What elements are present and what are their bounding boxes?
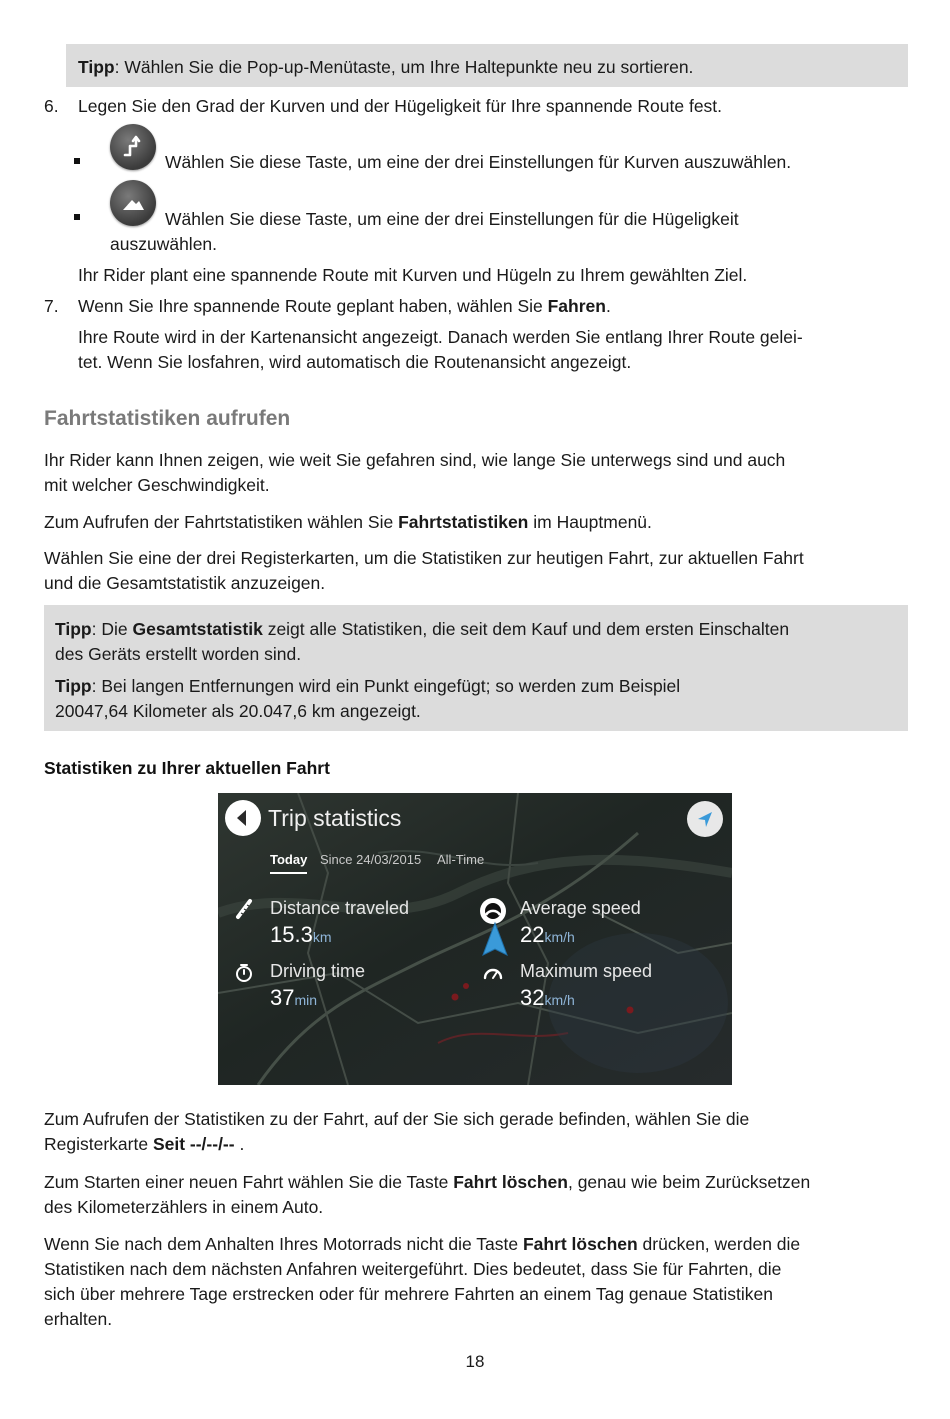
speedometer-icon xyxy=(482,964,504,982)
tip-2-line2: 20047,64 Kilometer als 20.047,6 km angezeigt. xyxy=(55,701,421,721)
ruler-icon xyxy=(234,897,254,921)
back-arrow-icon xyxy=(225,800,261,836)
section-p2: Zum Aufrufen der Fahrtstatistiken wählen Sie Fahrtstatistiken im Hauptmenü. xyxy=(44,512,652,532)
screen-title: Trip statistics xyxy=(268,805,402,831)
step-7-result-1: Ihre Route wird in der Kartenansicht angezeigt. Danach werden Sie entlang Ihrer Route gelei- xyxy=(78,327,803,347)
tip-2-line1: Tipp: Bei langen Entfernungen wird ein Punkt eingefügt; so werden zum Beispiel xyxy=(55,676,681,696)
maximum-speed-label: Maximum speed xyxy=(520,961,653,981)
curves-icon xyxy=(110,124,156,170)
after-p1-line1: Zum Aufrufen der Statistiken zu der Fahrt, auf der Sie sich gerade befinden, wählen Sie die xyxy=(44,1109,750,1129)
section-p1-line1: Ihr Rider kann Ihnen zeigen, wie weit Sie gefahren sind, wie lange Sie unterwegs sind und auch xyxy=(44,450,786,470)
maximum-speed-value: 32 xyxy=(520,985,545,1010)
hills-icon xyxy=(110,180,156,226)
after-p2-line2: des Kilometerzählers in einem Auto. xyxy=(44,1197,324,1217)
tip-1-line2: des Geräts erstellt worden sind. xyxy=(55,644,302,664)
section-p1-line2: mit welcher Geschwindigkeit. xyxy=(44,475,270,495)
average-speed-value: 22 xyxy=(520,922,545,947)
step-6-result: Ihr Rider plant eine spannende Route mit Kurven und Hügeln zu Ihrem gewählten Ziel. xyxy=(78,265,748,285)
tip-label: Tipp xyxy=(78,57,115,77)
bullet-2-text: Wählen Sie diese Taste, um eine der drei Einstellungen für die Hügeligkeit xyxy=(165,209,739,229)
tab-all-time[interactable]: All-Time xyxy=(437,852,485,867)
distance-unit: km xyxy=(312,929,332,945)
trip-statistics-screenshot xyxy=(218,793,732,1085)
location-arrow-icon xyxy=(687,801,723,837)
driving-time-label: Driving time xyxy=(270,961,366,981)
after-p3-line2: Statistiken nach dem nächsten Anfahren weitergeführt. Dies bedeutet, dass Sie für Fahrten, die xyxy=(44,1259,782,1279)
after-p1-line2: Registerkarte Seit --/--/-- . xyxy=(44,1134,245,1154)
maximum-speed-unit: km/h xyxy=(544,992,575,1008)
tab-since[interactable]: Since 24/03/2015 xyxy=(320,852,422,867)
section-p3-line2: und die Gesamtstatistik anzuzeigen. xyxy=(44,573,326,593)
section-heading: Fahrtstatistiken aufrufen xyxy=(44,407,291,430)
after-p3-line4: erhalten. xyxy=(44,1309,113,1329)
subheading: Statistiken zu Ihrer aktuellen Fahrt xyxy=(44,758,330,778)
bullet-2-text-cont: auszuwählen. xyxy=(110,234,218,254)
distance-value: 15.3 xyxy=(270,922,313,947)
position-arrow-icon xyxy=(473,893,517,963)
average-speed-value-group xyxy=(520,922,575,950)
after-p3-line3: sich über mehrere Tage erstrecken oder für mehrere Fahrten an einem Tag genaue Statistiken xyxy=(44,1284,773,1304)
step-7-number: 7. xyxy=(44,296,59,316)
drive-term: Fahren xyxy=(547,296,606,316)
stopwatch-icon xyxy=(234,962,254,984)
average-speed-label: Average speed xyxy=(520,898,641,918)
step-7-result-2: tet. Wenn Sie losfahren, wird automatisch die Routenansicht angezeigt. xyxy=(78,352,632,372)
bullet-marker xyxy=(74,214,80,220)
step-6-number: 6. xyxy=(44,96,59,116)
after-p3-line1: Wenn Sie nach dem Anhalten Ihres Motorrads nicht die Taste Fahrt löschen drücken, werden die xyxy=(44,1234,801,1254)
section-p3-line1: Wählen Sie eine der drei Registerkarten, um die Statistiken zur heutigen Fahrt, zur aktuellen Fahrt xyxy=(44,548,804,568)
distance-value-group xyxy=(270,922,332,950)
step-7-text: Wenn Sie Ihre spannende Route geplant haben, wählen Sie Fahren. xyxy=(78,296,611,316)
tip-1-line1: Tipp: Die Gesamtstatistik zeigt alle Statistiken, die seit dem Kauf und dem ersten Einschalten xyxy=(55,619,790,639)
after-p2-line1: Zum Starten einer neuen Fahrt wählen Sie die Taste Fahrt löschen, genau wie beim Zurücksetzen xyxy=(44,1172,811,1192)
bullet-marker xyxy=(74,158,80,164)
bullet-1-text: Wählen Sie diese Taste, um eine der drei Einstellungen für Kurven auszuwählen. xyxy=(165,152,792,172)
driving-time-value: 37 xyxy=(270,985,295,1010)
step-6-text: Legen Sie den Grad der Kurven und der Hügeligkeit für Ihre spannende Route fest. xyxy=(78,96,723,116)
tip-top-text: Tipp: Wählen Sie die Pop-up-Menütaste, um Ihre Haltepunkte neu zu sortieren. xyxy=(78,57,694,77)
page-number: 18 xyxy=(465,1352,485,1371)
distance-label: Distance traveled xyxy=(270,898,410,918)
average-speed-unit: km/h xyxy=(544,929,575,945)
driving-time-value-group xyxy=(270,985,317,1013)
driving-time-unit: min xyxy=(294,992,318,1008)
tab-today[interactable]: Today xyxy=(270,851,307,874)
back-button[interactable] xyxy=(225,800,261,836)
maximum-speed-value-group xyxy=(520,985,575,1013)
navigation-button[interactable] xyxy=(687,801,723,837)
